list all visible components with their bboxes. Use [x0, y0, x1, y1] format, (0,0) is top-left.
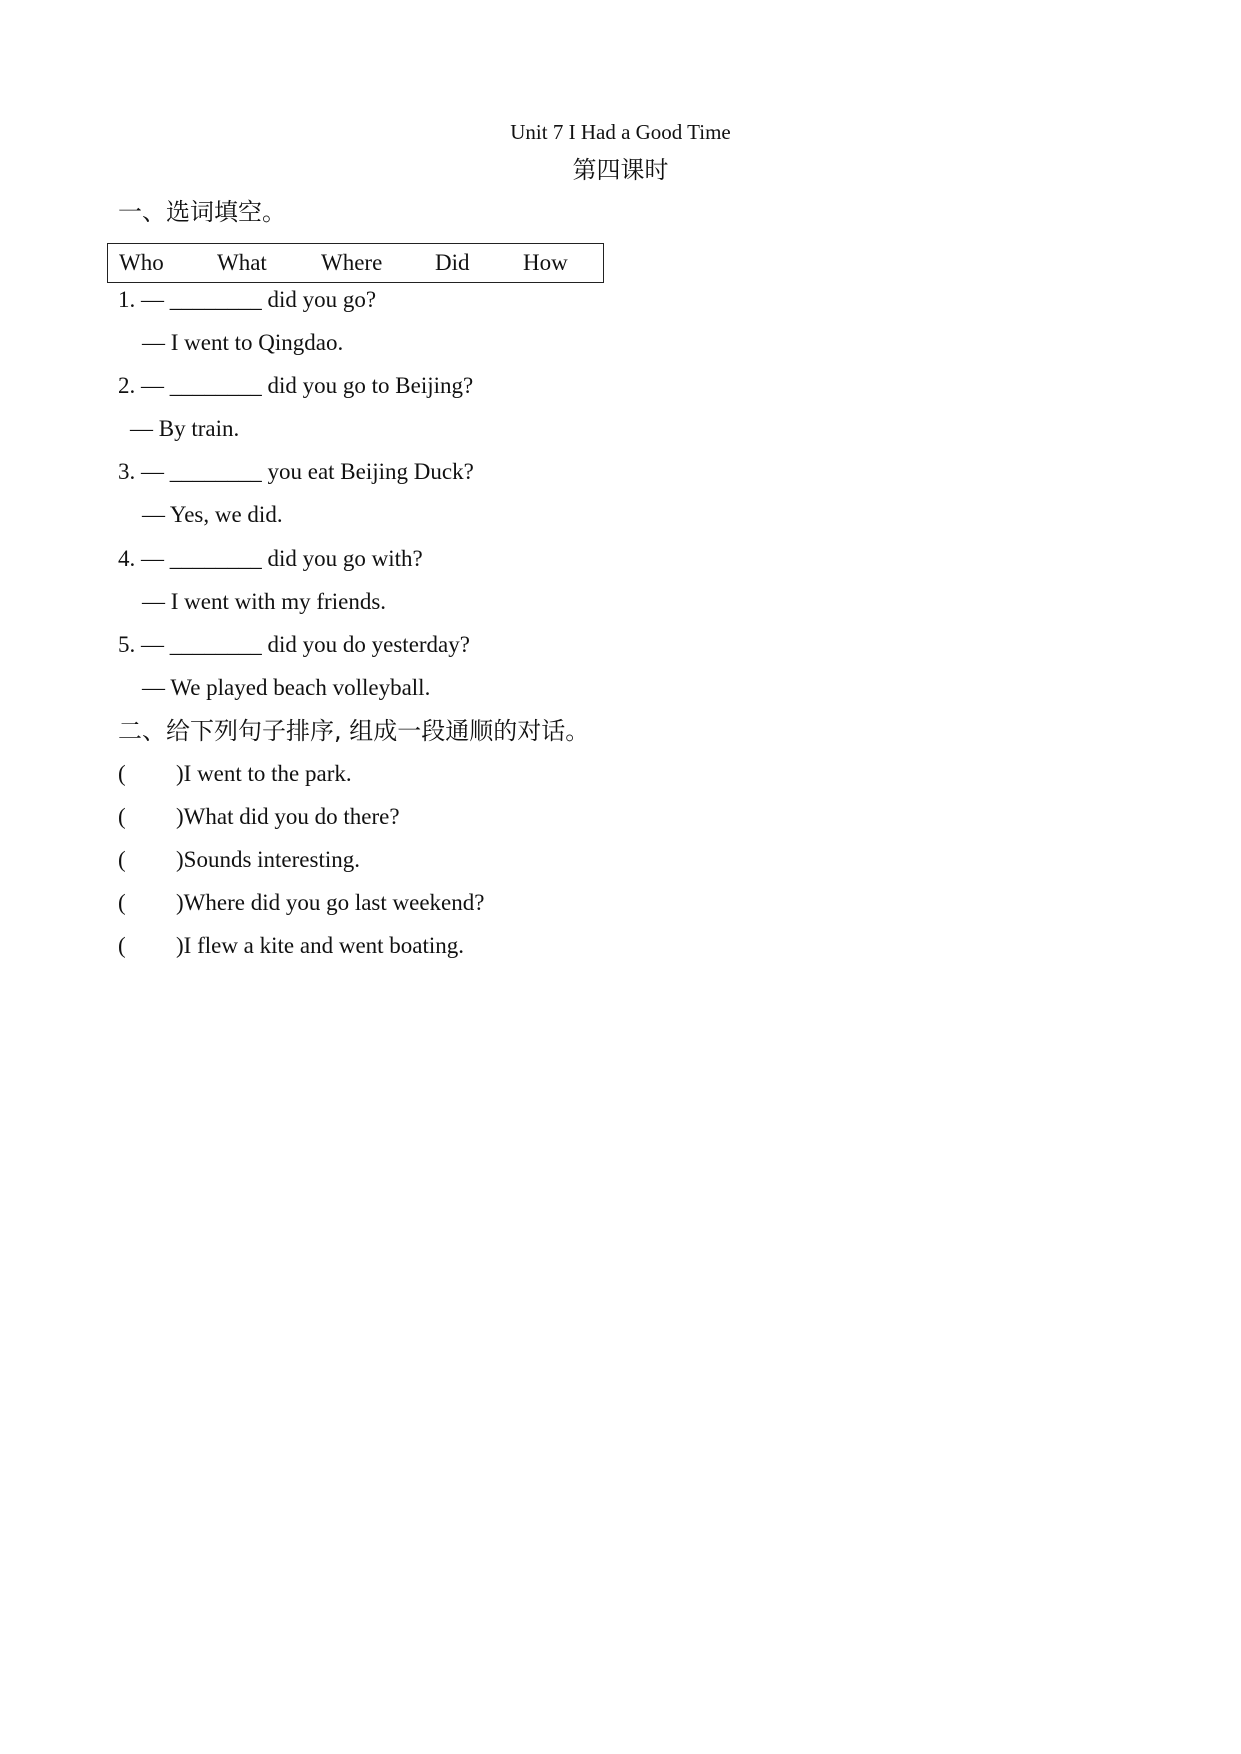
answer-2: — By train. — [130, 416, 240, 441]
ordering-sentence: )Sounds interesting. — [176, 847, 360, 872]
answer-paren[interactable]: ( — [118, 890, 126, 915]
question-2: 2. — ________ did you go to Beijing? — [118, 373, 474, 398]
ordering-sentence: )I went to the park. — [176, 761, 352, 786]
answer-5: — We played beach volleyball. — [142, 675, 431, 700]
ordering-sentence: )I flew a kite and went boating. — [176, 933, 465, 958]
word-bank-box — [107, 243, 604, 283]
answer-paren[interactable]: ( — [118, 847, 126, 872]
word-bank-item: Did — [435, 250, 470, 275]
word-bank-item: How — [523, 250, 568, 275]
word-bank-item: Who — [119, 250, 164, 275]
page-title: Unit 7 I Had a Good Time — [510, 120, 731, 144]
ordering-sentence: )What did you do there? — [176, 804, 400, 829]
answer-3: — Yes, we did. — [142, 502, 283, 527]
answer-paren[interactable]: ( — [118, 933, 126, 958]
question-5: 5. — ________ did you do yesterday? — [118, 632, 470, 657]
lesson-subtitle: 第四课时 — [572, 156, 669, 184]
answer-4: — I went with my friends. — [142, 589, 387, 614]
word-bank-item: What — [217, 250, 267, 275]
section-1-heading: 一、选词填空。 — [118, 198, 286, 226]
ordering-sentence: )Where did you go last weekend? — [176, 890, 485, 915]
answer-paren[interactable]: ( — [118, 804, 126, 829]
word-bank-item: Where — [321, 250, 383, 275]
question-4: 4. — ________ did you go with? — [118, 546, 423, 571]
answer-1: — I went to Qingdao. — [142, 330, 344, 355]
question-3: 3. — ________ you eat Beijing Duck? — [118, 459, 474, 484]
question-1: 1. — ________ did you go? — [118, 287, 377, 312]
section-2-heading: 二、给下列句子排序, 组成一段通顺的对话。 — [118, 717, 590, 745]
answer-paren[interactable]: ( — [118, 761, 126, 786]
